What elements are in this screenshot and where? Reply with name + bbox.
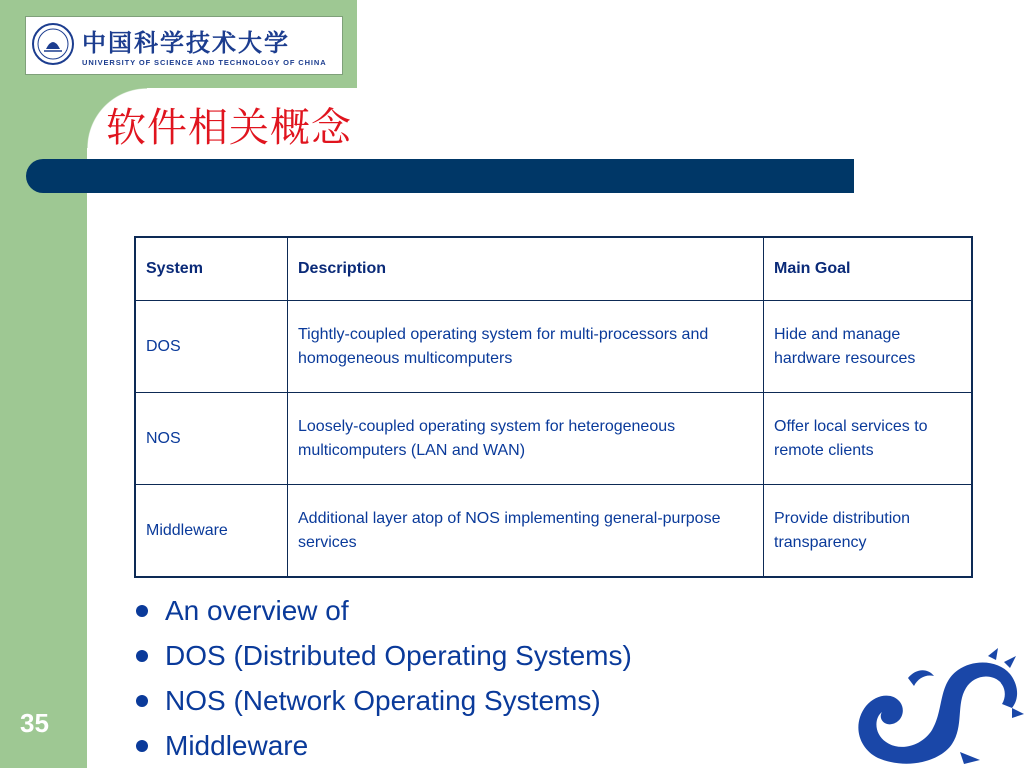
table-cell: Tightly-coupled operating system for multi-processors and homogeneous multicomputers [288, 301, 764, 393]
title-divider-bar [26, 159, 854, 193]
university-seal-icon [32, 23, 74, 65]
university-name-english: UNIVERSITY OF SCIENCE AND TECHNOLOGY OF CHINA [82, 58, 327, 67]
column-header: Main Goal [764, 237, 973, 301]
bullet-list [130, 588, 632, 768]
bullet-dot-icon [136, 695, 148, 707]
table-cell: Additional layer atop of NOS implementing general-purpose services [288, 485, 764, 578]
bullet-dot-icon [136, 650, 148, 662]
table-row [135, 301, 972, 393]
university-name-chinese: 中国科学技术大学 [82, 28, 290, 57]
table-cell: NOS [135, 393, 288, 485]
slide-title: 软件相关概念 [106, 105, 352, 151]
column-header: Description [288, 237, 764, 301]
bullet-dot-icon [136, 605, 148, 617]
table-cell: Provide distribution transparency [764, 485, 973, 578]
table-cell: Middleware [135, 485, 288, 578]
bullet-item [130, 633, 632, 678]
bullet-text: Middleware [165, 729, 309, 761]
bullet-text: DOS (Distributed Operating Systems) [165, 639, 632, 671]
table-cell: Hide and manage hardware resources [764, 301, 973, 393]
university-logo [25, 16, 343, 75]
column-header: System [135, 237, 288, 301]
table-cell: DOS [135, 301, 288, 393]
table-header-row [135, 237, 972, 301]
bullet-dot-icon [136, 740, 148, 752]
bullet-item [130, 678, 632, 723]
left-green-band [0, 0, 87, 768]
bullet-item [130, 723, 632, 768]
table-row [135, 393, 972, 485]
dragon-emblem-icon [848, 648, 1024, 768]
comparison-table [134, 236, 973, 578]
bullet-text: NOS (Network Operating Systems) [165, 684, 601, 716]
bullet-item [130, 588, 632, 633]
table-cell: Loosely-coupled operating system for heterogeneous multicomputers (LAN and WAN) [288, 393, 764, 485]
page-number: 35 [20, 708, 49, 738]
table-row [135, 485, 972, 578]
bullet-text: An overview of [165, 594, 349, 626]
table-cell: Offer local services to remote clients [764, 393, 973, 485]
